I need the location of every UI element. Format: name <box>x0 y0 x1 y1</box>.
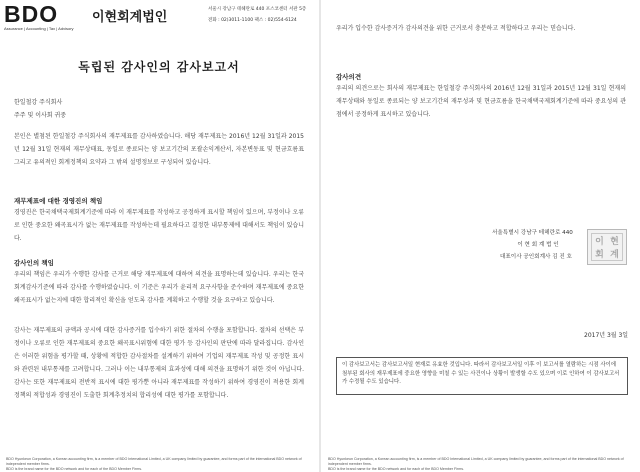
auditor-responsibility-paragraph-1 <box>14 268 304 307</box>
firm-seal-inner <box>591 233 623 261</box>
report-page-right <box>322 0 640 472</box>
report-date: 2017년 3월 3일 <box>584 332 629 339</box>
auditor-responsibility-text-1: 우리의 책임은 우리가 수행한 감사를 근거로 해당 재무제표에 대하여 의견을 표명하는데 있습니다. 우리는 한국회계감사기준에 따라 감사를 수행하였습니다. 이 기준은 우리가 윤리적 요구사항을 준수하며 재무제표에 중요한 왜곡표시가 없는지에 대한 합리적인 확신을 얻도록 감사를 계획하고 수행할 것을 요구하고 있습니다. <box>14 271 304 304</box>
validity-notice-text: 이 감사보고서는 감사보고서일 현재로 유효한 것입니다. 따라서 감사보고서일 이후 이 보고서를 열람하는 시점 사이에 첨부된 회사의 재무제표에 중요한 영향을 미칠 수 있는 사건이나 상황이 발생할 수도 있으며 이로 인하여 이 감사보고서가 수정될 수도 있습니다. <box>342 362 620 385</box>
auditor-responsibility-text-2: 감사는 재무제표의 금액과 공시에 대한 감사증거를 입수하기 위한 절차의 수행을 포함합니다. 절차의 선택은 부정이나 오류로 인한 재무제표의 중요한 왜곡표시위험에 대한 평가 등 감사인의 판단에 따라 달라집니다. 감사인은 이러한 위험을 평가할 때, 상황에 적합한 감사절차를 설계하기 위하여 기업의 재무제표 작성 및 공정한 표시와 관련된 내부통제를 고려합니다. 그러나 이는 내부통제의 효과성에 대해 의견을 표명하기 위한 것이 아닙니다. 감사는 또한 재무제표의 전반적 표시에 대한 평가뿐 아니라 재무제표를 작성하기 위하여 경영진이 적용한 회계정책의 적합성과 경영진이 도출한 회계추정치의 합리성에 대한 평가를 포함합니다. <box>14 327 304 399</box>
footer-right-line-1: BDO Hyunkeun Corporation, a Korean accounting firm, is a member of BDO International Limited, a UK company limited by guarantee, and forms part of the international BDO network of independent member firms. <box>328 457 624 466</box>
firm-address: 서울시 강남구 테헤란로 440 포스코센터 서관 5층 <box>208 7 307 12</box>
bdo-logo-text: BDO <box>4 1 59 27</box>
footer-line-2: BDO is the brand name for the BDO network and for each of the BDO Member Firms. <box>6 467 143 471</box>
footer-line-1: BDO Hyunkeun Corporation, a Korean accounting firm, is a member of BDO International Limited, a UK company limited by guarantee, and forms part of the international BDO network of independent member firms. <box>6 457 302 466</box>
opinion-text: 우리의 의견으로는 회사의 재무제표는 한일철강 주식회사의 2016년 12월 31일과 2015년 12월 31일 현재의 재무상태와 동일로 종료되는 양 보고기간의 재무성과 및 현금흐름을 한국채택국제회계기준에 따라 중요성의 관점에서 공정하게 표시하고 있습니다. <box>336 85 626 118</box>
footer-left <box>6 457 312 472</box>
mgmt-responsibility-paragraph <box>14 206 304 245</box>
bdo-logo-tagline: Assurance | Accounting | Tax | Advisory <box>4 26 74 31</box>
footer-right <box>328 457 634 472</box>
auditor-responsibility-heading: 감사인의 책임 <box>14 259 54 267</box>
firm-contact: 전화 : 02)3011-1100 팩스 : 02)554-6124 <box>208 18 297 23</box>
firm-seal-stamp <box>587 229 627 265</box>
bdo-logo <box>4 1 80 31</box>
signature-representative: 대표이사 공인회계사 김 진 호 <box>500 254 572 260</box>
opinion-heading: 감사의견 <box>336 73 362 81</box>
signature-firm: 이 현 회 계 법 인 <box>517 242 559 248</box>
report-title: 독립된 감사인의 감사보고서 <box>78 60 240 74</box>
seal-char-1: 이 <box>595 237 604 247</box>
mgmt-responsibility-text: 경영진은 한국채택국제회계기준에 따라 이 재무제표를 작성하고 공정하게 표시할 책임이 있으며, 부정이나 오류로 인한 중요한 왜곡표시가 없는 재무제표를 작성하는데 필요하다고 결정한 내부통제에 대해서도 책임이 있습니다. <box>14 209 304 242</box>
evidence-text: 우리가 입수한 감사증거가 감사의견을 위한 근거로서 충분하고 적합하다고 우리는 믿습니다. <box>336 25 576 32</box>
evidence-paragraph <box>336 22 626 35</box>
opinion-paragraph <box>336 82 626 121</box>
mgmt-responsibility-heading: 재무제표에 대한 경영진의 책임 <box>14 197 103 205</box>
page-divider <box>319 0 321 472</box>
addressee-company: 한일철강 주식회사 <box>14 99 63 106</box>
signature-address: 서울특별시 강남구 테헤란로 440 <box>492 230 573 236</box>
footer-right-line-2: BDO is the brand name for the BDO network and for each of the BDO Member Firms. <box>328 467 465 471</box>
seal-char-4: 계 <box>610 250 619 260</box>
validity-notice-box <box>336 357 628 395</box>
seal-char-3: 회 <box>595 250 604 260</box>
firm-name: 이현회계법인 <box>92 10 168 25</box>
addressee-persons: 주주 및 이사회 귀중 <box>14 112 67 119</box>
intro-paragraph <box>14 130 304 169</box>
seal-char-2: 현 <box>610 237 619 247</box>
auditor-responsibility-paragraph-2 <box>14 324 304 402</box>
report-page-left <box>0 0 318 472</box>
intro-text: 본인은 별첨된 한일철강 주식회사의 재무제표를 감사하였습니다. 해당 재무제표는 2016년 12월 31일과 2015년 12월 31일 현재의 재무상태표, 동일로 종료되는 양 보고기간의 포괄손익계산서, 자본변동표 및 현금흐름표 그리고 유의적인 회계정책의 요약과 그 밖의 설명정보로 구성되어 있습니다. <box>14 133 304 166</box>
